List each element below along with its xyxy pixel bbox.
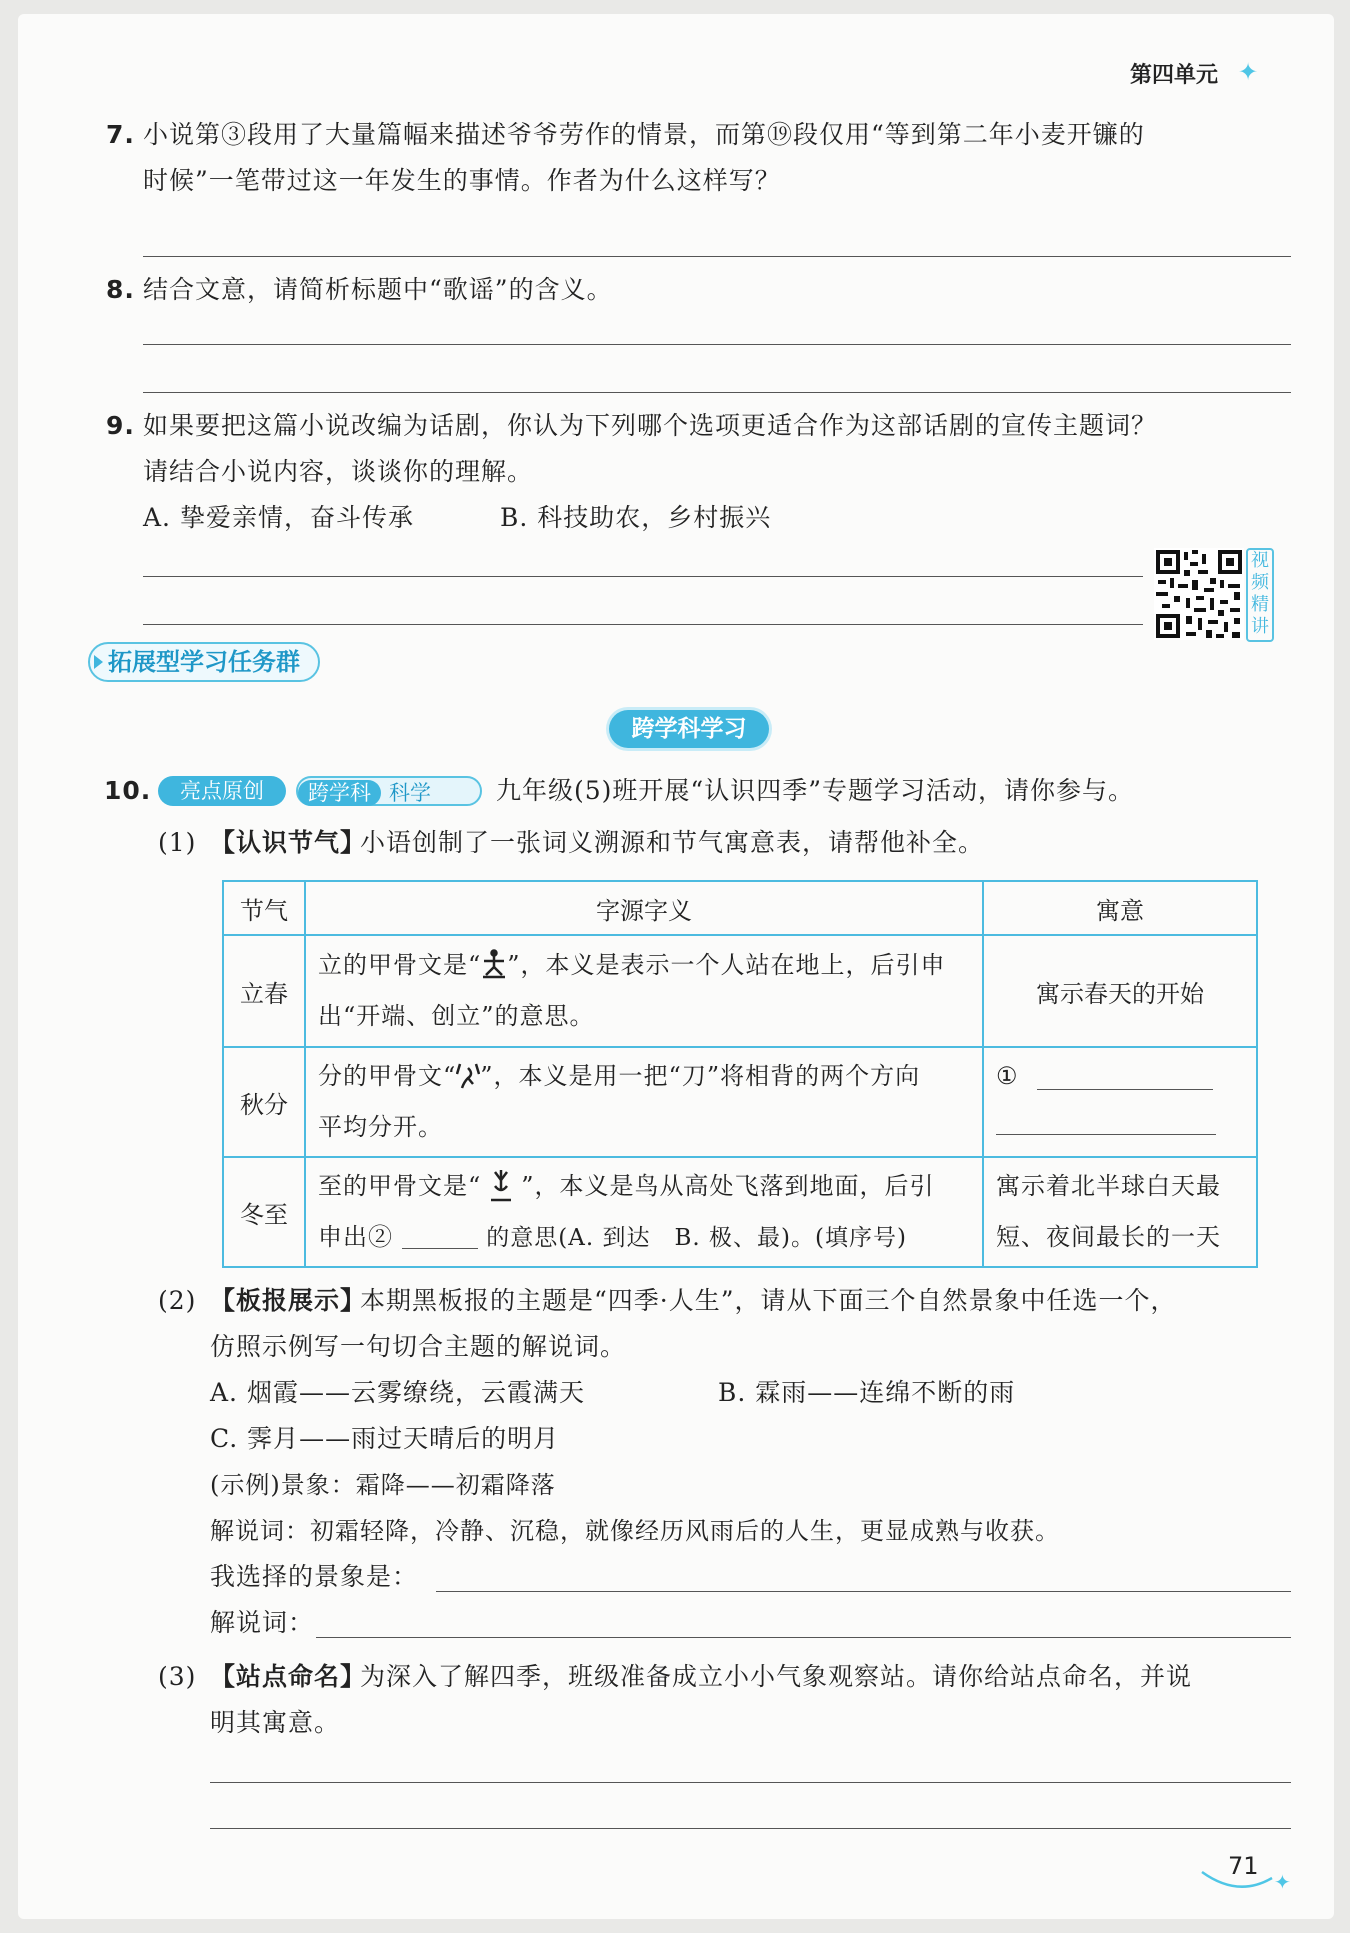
meaning-dongzhi-line2: 短、夜间最长的一天 xyxy=(996,1223,1221,1251)
oracle-zhi-glyph xyxy=(481,1168,521,1204)
part-2-line1: 本期黑板报的主题是“四季·人生”，请从下面三个自然景象中任选一个， xyxy=(360,1286,1177,1315)
header-term: 节气 xyxy=(223,881,305,935)
question-10-intro: 九年级(5)班开展“认识四季”专题学习活动，请你参与。 xyxy=(496,776,1134,805)
answer-line-q8-1[interactable] xyxy=(143,344,1291,345)
part-1-text: 小语创制了一张词义溯源和节气寓意表，请帮他补全。 xyxy=(360,828,985,857)
question-8-text: 结合文意，请简析标题中“歌谣”的含义。 xyxy=(143,275,613,304)
tag-cross-subject xyxy=(296,776,482,806)
question-9-option-b: B. 科技助农，乡村振兴 xyxy=(500,503,772,532)
part-2-number: (2) xyxy=(158,1286,197,1315)
part-2-example-caption: 解说词：初霜轻降，冷静、沉稳，就像经历风雨后的人生，更显成熟与收获。 xyxy=(210,1517,1060,1545)
oracle-li-glyph xyxy=(481,949,507,979)
part-1-number: (1) xyxy=(158,828,197,857)
question-7-line1: 小说第③段用了大量篇幅来描述爷爷劳作的情景，而第⑲段仅用“等到第二年小麦开镰的 xyxy=(143,120,1145,149)
meaning-qiufen xyxy=(983,1047,1257,1157)
sparkle-icon-footer: ✦ xyxy=(1274,1870,1291,1894)
source-dongzhi-text2: ”，本义是鸟从高处飞落到地面，后引 xyxy=(521,1171,935,1200)
part-1-heading: 【认识节气】 xyxy=(210,828,367,857)
part-3-line1: 为深入了解四季，班级准备成立小小气象观察站。请你给站点命名，并说 xyxy=(360,1662,1193,1691)
term-qiufen: 秋分 xyxy=(223,1047,305,1157)
answer-line-q9-1[interactable] xyxy=(143,576,1143,577)
question-10-number: 10. xyxy=(104,776,152,805)
question-7-number: 7. xyxy=(106,120,135,149)
answer-line-caption[interactable] xyxy=(316,1637,1291,1638)
answer-line-q10-3-2[interactable] xyxy=(210,1828,1291,1829)
triangle-icon xyxy=(94,655,103,669)
page-number: 71 xyxy=(1228,1852,1259,1880)
part-3-number: (3) xyxy=(158,1662,197,1691)
source-qiufen-text3: 平均分开。 xyxy=(318,1113,443,1141)
section-banner: 跨学科学习 xyxy=(609,710,769,748)
blank-1-line2[interactable] xyxy=(996,1106,1216,1135)
term-dongzhi: 冬至 xyxy=(223,1157,305,1267)
question-9-option-a: A. 挚爱亲情，奋斗传承 xyxy=(143,503,414,532)
part-2-option-c: C. 霁月——雨过天晴后的明月 xyxy=(210,1424,560,1453)
part-3-heading: 【站点命名】 xyxy=(210,1662,367,1691)
term-lichun: 立春 xyxy=(223,935,305,1047)
answer-line-q7[interactable] xyxy=(143,256,1291,257)
oracle-fen-glyph xyxy=(456,1060,480,1090)
question-9-line1: 如果要把这篇小说改编为话剧，你认为下列哪个选项更适合作为这部话剧的宣传主题词？ xyxy=(143,411,1158,440)
part-2-option-a: A. 烟霞——云雾缭绕，云霞满天 xyxy=(210,1378,585,1407)
part-2-line2: 仿照示例写一句切合主题的解说词。 xyxy=(210,1332,627,1361)
meaning-dongzhi xyxy=(983,1157,1257,1267)
part-2-heading: 【板报展示】 xyxy=(210,1286,367,1315)
tag-cross-subject-label: 跨学科 xyxy=(298,780,381,806)
source-lichun-text1: 立的甲骨文是“ xyxy=(318,951,482,979)
answer-line-q10-3-1[interactable] xyxy=(210,1782,1291,1783)
source-lichun-text3: 出“开端、创立”的意思。 xyxy=(318,1002,595,1030)
meaning-lichun: 寓示春天的开始 xyxy=(983,935,1257,1047)
header-source: 字源字义 xyxy=(305,881,983,935)
source-lichun-text2: ”，本义是表示一个人站在地上，后引申 xyxy=(507,951,946,979)
question-9-line2: 请结合小说内容，谈谈你的理解。 xyxy=(143,457,534,486)
part-2-explain-label: 解说词： xyxy=(210,1608,315,1637)
answer-line-scene[interactable] xyxy=(436,1591,1291,1592)
qr-code[interactable] xyxy=(1154,548,1282,640)
question-7-line2: 时候”一笔带过这一年发生的事情。作者为什么这样写？ xyxy=(143,166,781,195)
unit-title: 第四单元 xyxy=(1130,63,1219,88)
source-dongzhi-text1: 至的甲骨文是“ xyxy=(318,1171,482,1200)
source-lichun xyxy=(305,935,983,1047)
part-3-line2: 明其寓意。 xyxy=(210,1708,341,1737)
answer-line-q9-2[interactable] xyxy=(143,624,1143,625)
question-9-number: 9. xyxy=(106,411,135,440)
sparkle-icon: ✦ xyxy=(1238,58,1259,86)
source-dongzhi-text3: 申出② xyxy=(318,1222,393,1251)
blank-1-line1[interactable] xyxy=(1037,1061,1213,1090)
source-qiufen xyxy=(305,1047,983,1157)
source-dongzhi-text4: 的意思(A. 到达 B. 极、最)。(填序号) xyxy=(486,1224,907,1251)
section-title-text: 拓展型学习任务群 xyxy=(108,648,300,676)
part-2-choose-label: 我选择的景象是： xyxy=(210,1562,419,1591)
source-qiufen-text2: ”，本义是用一把“刀”将相背的两个方向 xyxy=(480,1062,921,1090)
qr-code-icon xyxy=(1154,548,1244,640)
meaning-dongzhi-line1: 寓示着北半球白天最 xyxy=(996,1172,1221,1200)
source-qiufen-text1: 分的甲骨文“ xyxy=(318,1062,457,1090)
section-title xyxy=(88,642,320,682)
blank-1-marker: ① xyxy=(996,1062,1019,1090)
header-meaning: 寓意 xyxy=(983,881,1257,935)
answer-line-q8-2[interactable] xyxy=(143,392,1291,393)
blank-2-line[interactable] xyxy=(402,1222,478,1249)
question-8-number: 8. xyxy=(106,275,135,304)
part-2-example-scene: (示例)景象：霜降——初霜降落 xyxy=(210,1471,556,1499)
part-2-option-b: B. 霖雨——连绵不断的雨 xyxy=(718,1378,1016,1407)
workbook-page xyxy=(18,14,1334,1919)
qr-label: 视频精讲 xyxy=(1246,548,1274,642)
tag-science-label: 科学 xyxy=(389,781,431,805)
tag-original: 亮点原创 xyxy=(158,776,286,806)
solar-term-table xyxy=(222,880,1258,1268)
source-dongzhi xyxy=(305,1157,983,1267)
